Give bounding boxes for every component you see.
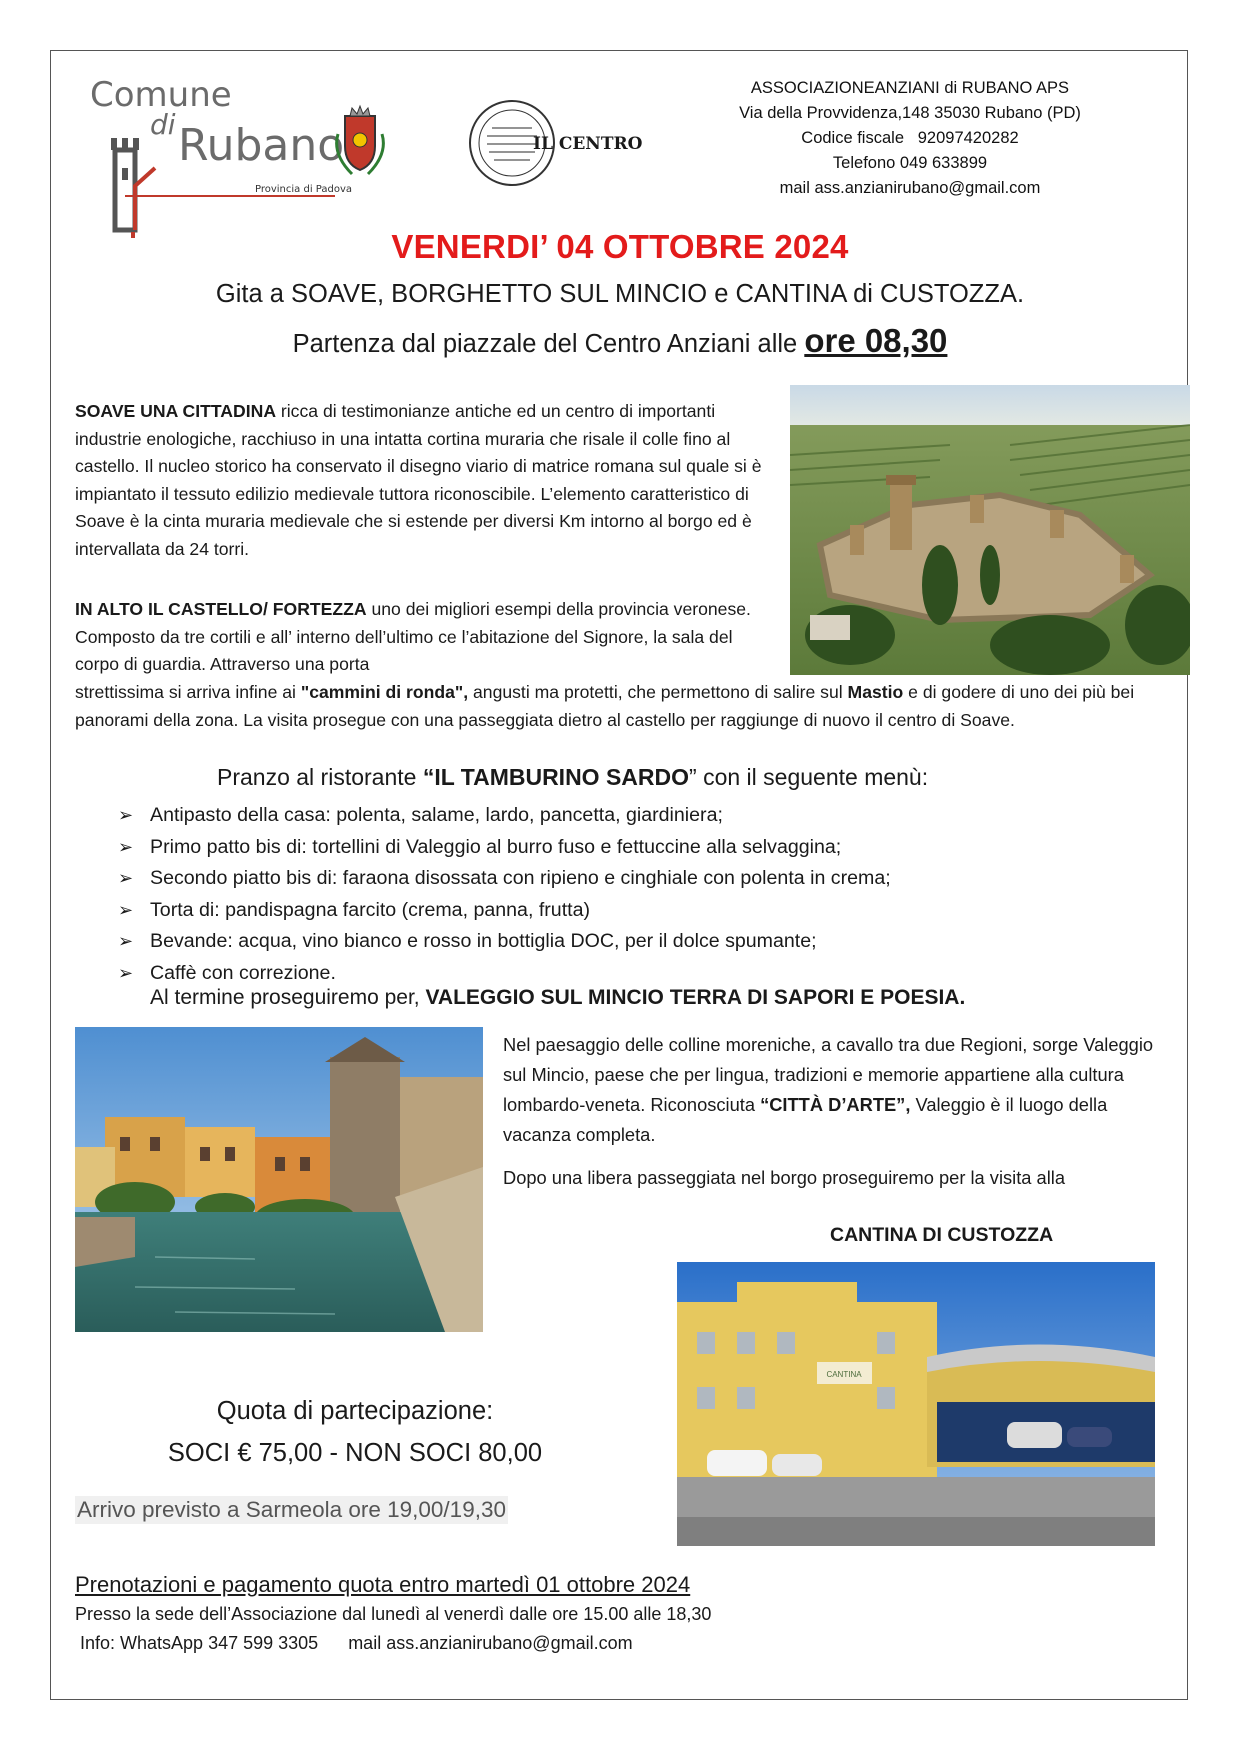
soave-castle-photo: [790, 385, 1190, 675]
lunch-line: [217, 764, 928, 791]
valeggio-body-1: Nel paesaggio delle colline moreniche, a cavallo tra due Regioni, sorge Valeggio sul Mincio, paese che per lingua, tradizioni e memorie appartiene alla cultura lombardo-veneta. Riconosciuta: [503, 1034, 1154, 1115]
castle-body-2a: strettissima si arriva infine ai: [75, 682, 301, 702]
logo-province: Provincia di Padova: [255, 184, 353, 195]
contact-info: [80, 1633, 633, 1654]
menu-item: ➢ Caffè con correzione.: [118, 958, 891, 990]
menu-item: ➢ Secondo piatto bis di: faraona disossata con ripieno e cinghiale con polenta in crema;: [118, 863, 891, 895]
castle-paragraph: [75, 596, 775, 679]
mastio: Mastio: [847, 682, 904, 702]
cantina-title: CANTINA DI CUSTOZZA: [830, 1224, 1054, 1246]
continue-prefix: Al termine proseguiremo per,: [150, 986, 426, 1009]
soave-body: ricca di testimonianze antiche ed un centro di importanti industrie enologiche, racchiuso in una intatta cortina muraria che risale il colle fino al castello. Il nucleo storico ha conservato il disegno viario di matrice romana sul quale si è impiantato il tessuto edilizio medievale tuttora riconoscibile. L’elemento caratteristico di Soave è la cinta muraria medievale che si estende per diversi Km intorno al borgo ed è intervallata da 24 torri.: [75, 401, 762, 559]
restaurant-name: “IL TAMBURINO SARDO: [422, 764, 690, 790]
association-name: ASSOCIAZIONEANZIANI di RUBANO APS: [750, 79, 1070, 97]
borghetto-photo: [75, 1027, 483, 1332]
email-contact: mail ass.anzianirubano@gmail.com: [348, 1633, 633, 1653]
lunch-prefix: Pranzo al ristorante: [217, 764, 423, 790]
quota-prices: SOCI € 75,00 - NON SOCI 80,00: [167, 1439, 543, 1467]
castle-body-2c: e di godere di uno dei più bei panorami della zona. La visita prosegue con una passeggiata dietro al castello per raggiunge di nuovo il centro di Soave.: [75, 682, 1135, 730]
soave-paragraph: [75, 398, 775, 563]
office-hours: Presso la sede dell’Associazione dal lunedì al venerdì dalle ore 15.00 alle 18,30: [75, 1604, 712, 1624]
cantina-sign: CANTINA: [826, 1370, 862, 1379]
menu-item: ➢ Antipasto della casa: polenta, salame, lardo, pancetta, giardiniera;: [118, 800, 891, 832]
castle-heading: IN ALTO IL CASTELLO/ FORTEZZA: [75, 599, 367, 619]
logo-rubano: Rubano: [178, 120, 345, 171]
logo-di: di: [150, 108, 176, 141]
walk-paragraph: Dopo una libera passeggiata nel borgo proseguiremo per la visita alla: [503, 1167, 1065, 1188]
logo-underline: [125, 195, 335, 197]
logo-comune: Comune: [90, 75, 232, 115]
comune-di-rubano-logo: [90, 70, 400, 210]
event-date: VENERDI’ 04 OTTOBRE 2024: [391, 228, 849, 265]
castle-paragraph-continued: [75, 679, 1175, 734]
menu-list: [118, 800, 891, 989]
citta-darte: “CITTÀ D’ARTE”,: [760, 1094, 911, 1115]
association-email: mail ass.anzianirubano@gmail.com: [779, 179, 1041, 197]
menu-item: ➢ Bevande: acqua, vino bianco e rosso in bottiglia DOC, per il dolce spumante;: [118, 926, 891, 958]
whatsapp-contact: Info: WhatsApp 347 599 3305: [80, 1633, 319, 1653]
quota-label: Quota di partecipazione:: [216, 1397, 494, 1425]
association-tax-code: Codice fiscale 92097420282: [801, 129, 1019, 147]
coat-of-arms-icon: [330, 104, 390, 179]
valeggio-body-2: Valeggio è il luogo della vacanza completa.: [503, 1094, 1108, 1145]
departure-time: ore 08,30: [804, 322, 948, 359]
cantina-di-custozza-photo: [677, 1262, 1155, 1546]
castle-body: uno dei migliori esempi della provincia veronese. Composto da tre cortili e all’ interno dell’ultimo ce l’abitazione del Signore, la sala del corpo di guardia. Attraverso una porta: [75, 599, 751, 674]
arrival-time: Arrivo previsto a Sarmeola ore 19,00/19,30: [77, 1497, 506, 1522]
departure-line: [0, 322, 1240, 360]
cammini-di-ronda: "cammini di ronda",: [300, 682, 469, 702]
lunch-suffix: ” con il seguente menù:: [689, 764, 929, 790]
castle-body-2b: angusti ma protetti, che permettono di salire sul: [468, 682, 848, 702]
trip-title: Gita a SOAVE, BORGHETTO SUL MINCIO e CANTINA di CUSTOZZA.: [215, 280, 1025, 308]
valeggio-paragraph: [503, 1030, 1178, 1150]
association-address: Via della Provvidenza,148 35030 Rubano (PD): [739, 104, 1081, 122]
il-centro-seal: [467, 98, 645, 188]
menu-item: ➢ Torta di: pandispagna farcito (crema, panna, frutta): [118, 895, 891, 927]
continue-destination: VALEGGIO SUL MINCIO TERRA DI SAPORI E POESIA.: [425, 986, 966, 1009]
menu-item: ➢ Primo patto bis di: tortellini di Valeggio al burro fuso e fettuccine alla selvaggina;: [118, 832, 891, 864]
association-phone: Telefono 049 633899: [832, 154, 988, 172]
quota-block: [75, 1390, 635, 1474]
booking-deadline: Prenotazioni e pagamento quota entro martedì 01 ottobre 2024: [75, 1572, 691, 1597]
association-info: [700, 76, 1120, 201]
continue-line: [150, 986, 965, 1010]
seal-label: IL CENTRO: [533, 134, 643, 154]
departure-text: Partenza dal piazzale del Centro Anziani alle: [292, 330, 805, 358]
soave-heading: SOAVE UNA CITTADINA: [75, 401, 277, 421]
